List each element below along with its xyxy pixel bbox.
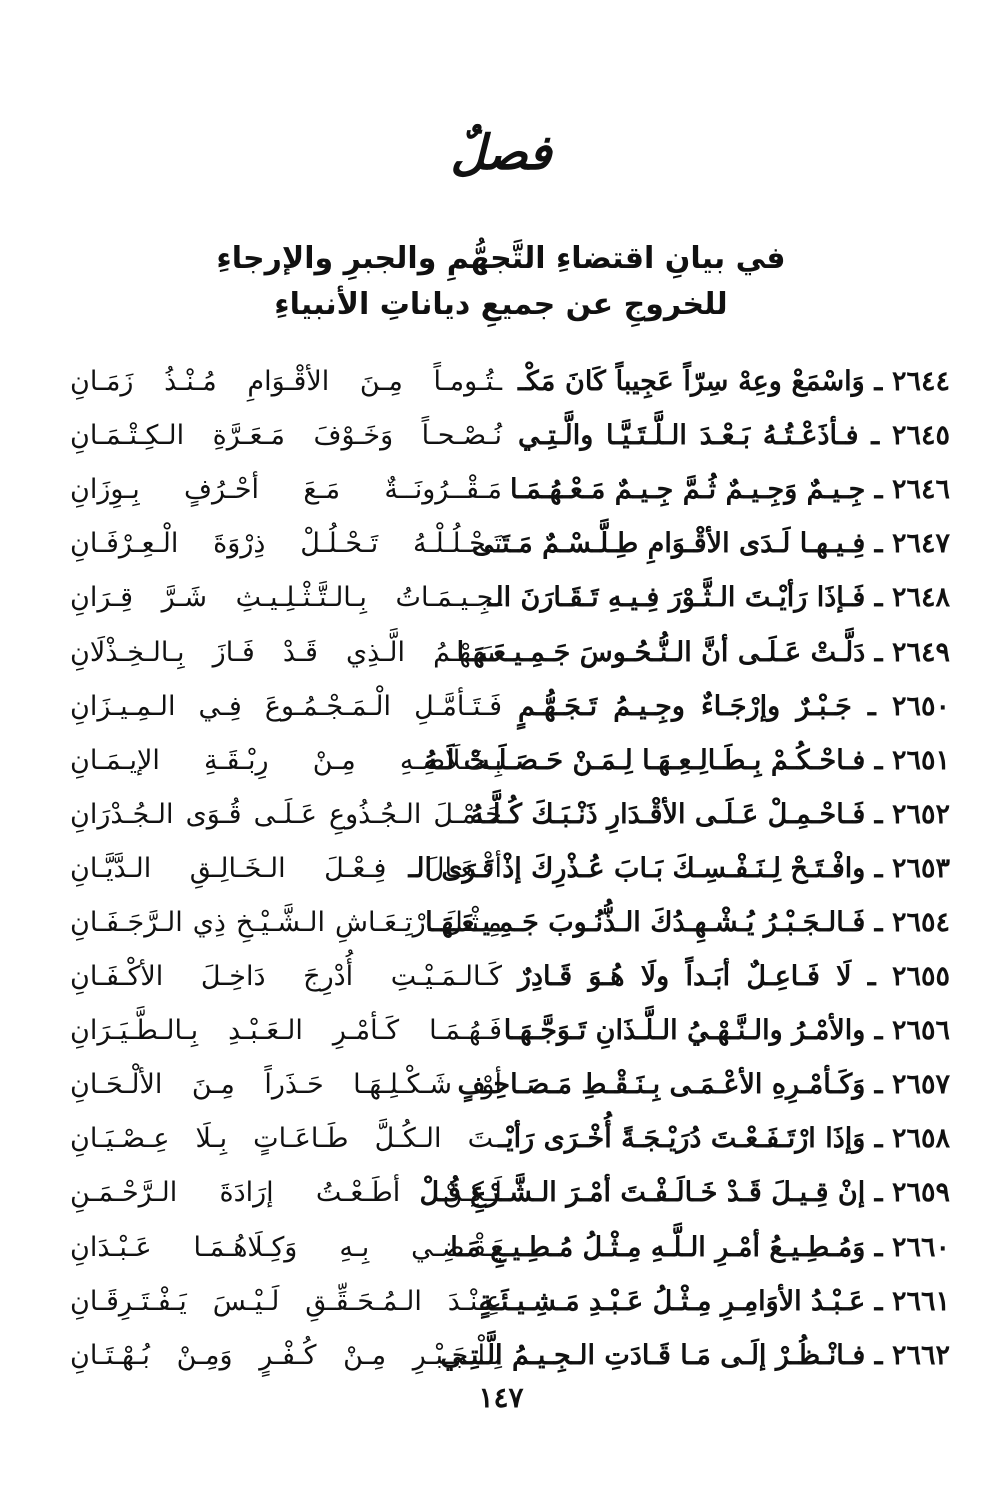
verse-second-hemistich: لِـلْـجَـبْـرِ مِـنْ كُـفْـرٍ وَمِـنْ بُـهْـتَـانِ [70, 1339, 502, 1371]
verse-line [70, 680, 950, 734]
verse-line [70, 1058, 950, 1112]
verse-line [70, 625, 950, 679]
section-title: فصلٌ [450, 125, 552, 181]
verse-line [70, 842, 950, 896]
verse-first-hemistich: ٢٦٥٢ ـ فَـاحْـمِـلْ عَـلَـى الأقْـدَارِ ذَنْـبَـكَ كُـلَّـهُ [469, 798, 950, 830]
verse-second-hemistich: مَـقْــرُونَــةٌ مَـعَ أحْـرُفٍ بِـوِزَانِ [70, 474, 502, 506]
page-number: ١٤٧ [478, 1381, 524, 1414]
verse-second-hemistich: فَـتَـأمَّـلِ الْـمَـجْـمُـوعَ فِـي الـمِـيـزَانِ [70, 690, 502, 722]
verse-line [70, 1004, 950, 1058]
verse-line [70, 355, 950, 409]
verse-line [70, 788, 950, 842]
chapter-heading-line-1: في بيانِ اقتضاءِ التَّجهُّمِ والجبرِ والإرجاءِ [216, 241, 786, 276]
verse-line [70, 571, 950, 625]
verse-line [70, 734, 950, 788]
verse-line [70, 1112, 950, 1166]
verse-second-hemistich: لَـكِـنْ أطَـعْـتُ إرَادَةَ الـرَّحْـمَـنِ [70, 1177, 502, 1209]
verse-second-hemistich: مِـثْـلَ ارْتِـعَـاشِ الـشَّـيْـخِ ذِي الـرَّجَـفَـانِ [70, 906, 502, 938]
verse-list [70, 355, 950, 1383]
verse-second-hemistich: سَـهْـمُ الَّـذِي قَـدْ فَـازَ بِـالـخِـذْلَانِ [70, 636, 502, 668]
verse-line [70, 409, 950, 463]
verse-first-hemistich: ٢٦٦٠ ـ وَمُـطِـيـعُ أمْـرِ الـلَّـهِ مِـثْـلُ مُـطِـيـعِ مَـا [450, 1231, 950, 1263]
verse-first-hemistich: ٢٦٥٨ ـ وَإذَا ارْتَـفَـعْـتَ دُرَيْـجَـةً أُخْـرَى رَأيْـ [498, 1123, 950, 1155]
verse-line [70, 1275, 950, 1329]
verse-line [70, 1166, 950, 1220]
verse-second-hemistich: نُـصْـحـاً وَخَـوْفَ مَـعَـرَّةِ الـكِـتْـمَـانِ [70, 420, 502, 452]
verse-first-hemistich: ٢٦٤٧ ـ فِـيـهـا لَـدَى الأقْـوَامِ طِـلَّـسْـمٌ مَـتَـى [471, 528, 950, 560]
verse-second-hemistich: تَـحْـلُـلْـهُ تَـحْـلُـلْ ذِرْوَةَ الْـعِـرْفَـانِ [70, 528, 502, 560]
verse-line [70, 896, 950, 950]
verse-second-hemistich: فَـهُـمَـا كَـأمْـرِ الـعَـبْـدِ بِـالـطَّـيَـرَانِ [70, 1015, 502, 1047]
verse-first-hemistich: ٢٦٤٨ ـ فَـإذَا رَأيْـتَ الـثَّـوْرَ فِـيـهِ تَـقَـارَنَ الـ [487, 582, 950, 614]
verse-first-hemistich: ٢٦٦١ ـ عَـبْـدُ الأوَامِـرِ مِـثْـلُ عَـبْـدِ مَـشِـيـئَـةٍ [478, 1285, 950, 1317]
verse-first-hemistich: ٢٦٥٠ ـ جَـبْـرٌ وإرْجَـاءٌ وجِـيـمُ تَـجَـهُّـمٍ [518, 690, 950, 722]
verse-line [70, 517, 950, 571]
verse-first-hemistich: ٢٦٤٤ ـ وَاسْمَعْ وعِهْ سِرّاً عَجِيباً كَانَ مَكْـ [518, 366, 950, 398]
verse-first-hemistich: ٢٦٤٥ ـ فـأذَعْـتُـهُ بَـعْـدَ الـلَّـتَـيَّـا والَّـتِـي [518, 420, 950, 452]
verse-second-hemistich: يَـقْـضِـي بِـهِ وَكِـلَاهُـمَـا عَـبْـدَانِ [70, 1231, 502, 1263]
verse-line [70, 1329, 950, 1383]
verse-second-hemistich: ـجِـيـمَـاتُ بِـالـتَّـثْـلِـيـثِ شَـرَّ قِـرَانِ [70, 582, 502, 614]
verse-second-hemistich: حَـمْـلَ الـجُـذُوعِ عَـلَـى قُـوَى الـجُـدْرَانِ [70, 798, 502, 830]
verse-second-hemistich: بِـخَـلَاصِـهِ مِـنْ رِبْـقَـةِ الإيـمَـانِ [70, 744, 502, 776]
verse-first-hemistich: ٢٦٥٦ ـ والأمْـرُ والـنَّـهْـيُ الـلَّـذَانِ تَـوَجَّـهَـا [503, 1015, 950, 1047]
verse-first-hemistich: ٢٦٥٧ ـ وَكَـأمْـرِهِ الأعْـمَـى بِـنَـقْـطِ مَـصَـاحِـفٍ [457, 1069, 950, 1101]
verse-first-hemistich: ٢٦٤٦ ـ جِـيـمٌ وَجِـيـمٌ ثُـمَّ جِـيـمٌ مَـعْـهُـمَـا [509, 474, 950, 506]
verse-first-hemistich: ٢٦٥١ ـ فـاحْـكُـمْ بِـطَـالِـعِـهَـا لِـمَـنْ حَـصَـلَـتْ لَـهُ [423, 744, 950, 776]
verse-first-hemistich: ٢٦٦٢ ـ فـانْـظُـرْ إلَـى مَـا قَـادَتِ الـجِـيـمُ الَّـتِـي [440, 1339, 950, 1371]
verse-first-hemistich: ٢٦٥٥ ـ لَا فَـاعِـلٌ أبَـداً ولَا هُـوَ قَـادِرٌ [518, 961, 950, 993]
verse-line [70, 463, 950, 517]
verse-second-hemistich: كَـالـمَـيْـتِ أُدْرِجَ دَاخِـلَ الأكْـفَـانِ [70, 961, 502, 993]
chapter-heading-line-2: للخروجِ عن جميعِ دياناتِ الأنبياءِ [274, 287, 728, 322]
verse-second-hemistich: ـتُـومـاً مِـنَ الأقْـوَامِ مُـنْـذُ زَمَـانِ [70, 366, 502, 398]
verse-second-hemistich: أوْ شَـكْـلِـهَـا حَـذَراً مِـنَ الألْـحَـانِ [70, 1069, 502, 1101]
verse-line [70, 950, 950, 1004]
verse-first-hemistich: ٢٦٥٤ ـ فَـالـجَـبْـرُ يُـشْـهِـدُكَ الـذُّنُـوبَ جَـمِـيـعَـهَـا [425, 906, 950, 938]
verse-line [70, 1221, 950, 1275]
verse-second-hemistich: أفْـعَـالَ فِـعْـلَ الـخَـالِـقِ الـدَّيَّـانِ [70, 852, 502, 884]
verse-first-hemistich: ٢٦٥٣ ـ وافْـتَـحْ لِـنَـفْـسِـكَ بَـابَ عُـذْرِكَ إذْ تَـرَى الـ [408, 852, 950, 884]
verse-first-hemistich: ٢٦٤٩ ـ دَلَّـتْ عَـلَـى أنَّ الـنُّـحُـوسَ جَـمِـيـعَـهَـا [456, 636, 950, 668]
verse-second-hemistich: ـتَ الـكُـلَّ طَـاعَـاتٍ بِـلَا عِـصْـيَـانِ [70, 1123, 502, 1155]
verse-first-hemistich: ٢٦٥٩ ـ إنْ قِـيـلَ قَـدْ خَـالَـفْـتَ أمْـرَ الـشَّـرْعِ قُـلْ [419, 1177, 950, 1209]
verse-second-hemistich: عِـنْـدَ الـمُـحَـقِّـقِ لَـيْـسَ يَـفْـتَـرِقَـانِ [70, 1285, 502, 1317]
